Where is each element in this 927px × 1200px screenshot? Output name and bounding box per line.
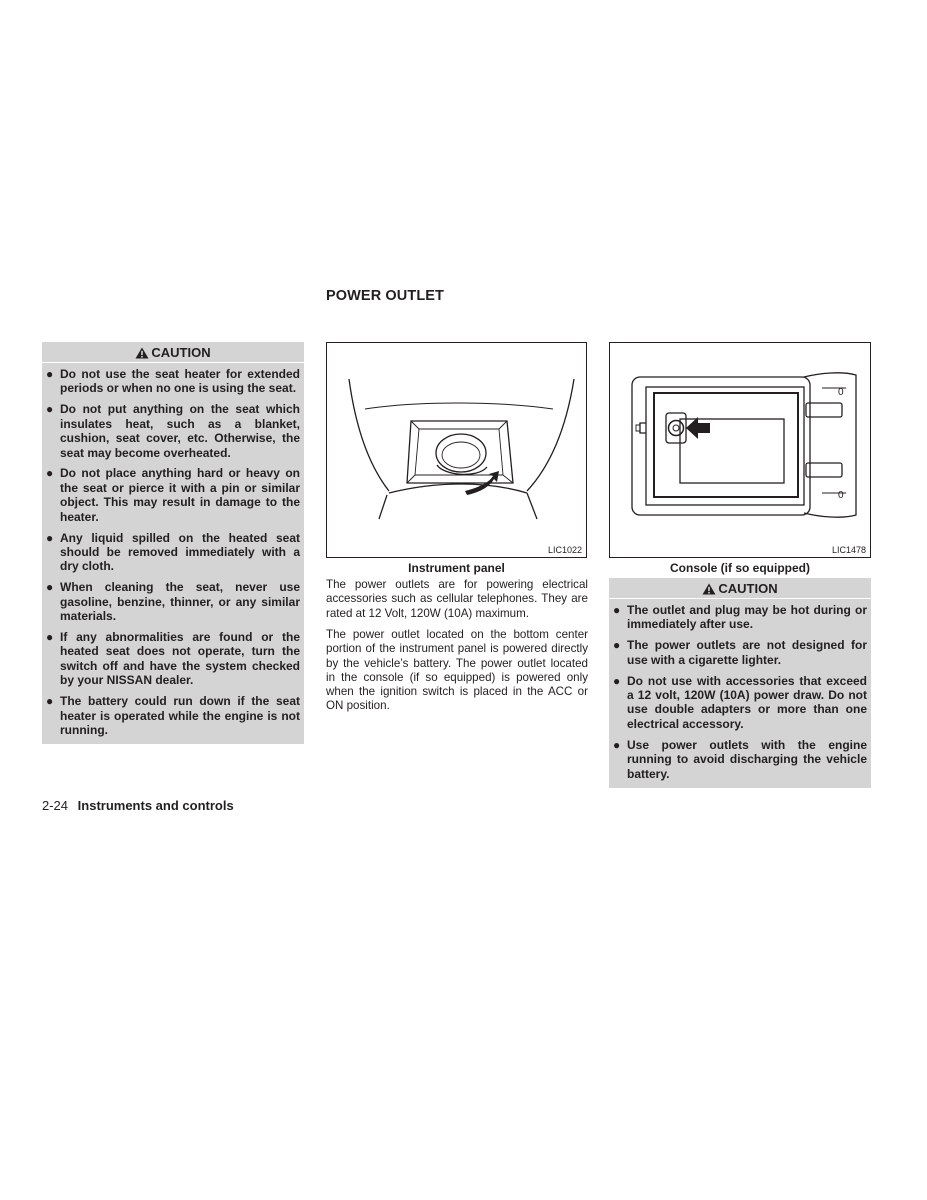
caution-heading (609, 578, 871, 599)
caution-item: ● The outlet and plug may be hot during or immediately after use. (613, 603, 867, 632)
bullet-icon: ● (46, 694, 54, 709)
bullet-icon: ● (46, 630, 54, 644)
caution-item: ● If any abnormalities are found or the heated seat does not operate, turn the switch off and have the system checked by your NISSAN dealer. (46, 630, 300, 688)
bullet-icon: ● (613, 603, 621, 617)
warning-triangle-icon (702, 583, 716, 595)
caution-item: ● The battery could run down if the seat heater is operated while the engine is not running. (46, 694, 300, 737)
caution-box-seat-heater (42, 342, 304, 744)
caution-item: ● Use power outlets with the engine running to avoid discharging the vehicle battery. (613, 737, 867, 781)
figure-code: LIC1478 (831, 545, 866, 555)
warning-triangle-icon (135, 347, 149, 359)
caution-item: ● Do not place anything hard or heavy on the seat or pierce it with a pin or similar object. This may result in damage to the heater. (46, 466, 300, 524)
switch-mark-icon: 0 (838, 490, 844, 501)
caution-list (609, 599, 871, 781)
footer-section-title: Instruments and controls (77, 798, 234, 813)
caution-heading-text: CAUTION (718, 581, 778, 596)
switch-mark-icon: 0 (838, 387, 844, 398)
bullet-icon: ● (613, 638, 621, 653)
caution-item: ● Any liquid spilled on the heated seat should be removed immediately with a dry cloth. (46, 530, 300, 574)
caution-item: ● The power outlets are not designed for use with a cigarette lighter. (613, 638, 867, 667)
bullet-icon: ● (46, 530, 54, 545)
caution-item: ● When cleaning the seat, never use gasoline, benzine, thinner, or any similar materials. (46, 580, 300, 624)
figure-code: LIC1022 (547, 545, 582, 555)
page-footer (42, 798, 234, 813)
caution-box-power-outlet (609, 578, 871, 788)
section-title: POWER OUTLET (326, 288, 444, 304)
console-illustration (610, 343, 870, 557)
body-paragraph: The power outlets are for powering electrical accessories such as cellular telephones. They are rated at 12 Volt, 120W (10A) maximum. (326, 578, 588, 620)
figure-instrument-panel (326, 342, 587, 558)
figure-console (609, 342, 871, 558)
caution-heading (42, 342, 304, 363)
figure-caption-instrument-panel: Instrument panel (408, 561, 505, 575)
figure-caption-console: Console (if so equipped) (670, 561, 810, 575)
bullet-icon: ● (613, 737, 621, 752)
bullet-icon: ● (46, 367, 54, 381)
bullet-icon: ● (46, 402, 54, 417)
bullet-icon: ● (46, 466, 54, 481)
instrument-panel-illustration (327, 343, 586, 557)
bullet-icon: ● (613, 673, 621, 688)
caution-item: ● Do not put anything on the seat which insulates heat, such as a blanket, cushion, seat cover, etc. Otherwise, the seat may become overheated. (46, 402, 300, 460)
caution-item: ● Do not use with accessories that exceed a 12 volt, 120W (10A) power draw. Do not use double adapters or more than one electrical accessory. (613, 673, 867, 731)
body-paragraph: The power outlet located on the bottom center portion of the instrument panel is powered directly by the vehicle’s battery. The power outlet located in the console (if so equipped) is powered only when the ignition switch is placed in the ACC or ON position. (326, 628, 588, 713)
caution-list (42, 363, 304, 737)
caution-heading-text: CAUTION (151, 345, 211, 360)
bullet-icon: ● (46, 580, 54, 595)
page-number: 2-24 (42, 798, 69, 813)
caution-item: ● Do not use the seat heater for extended periods or when no one is using the seat. (46, 367, 300, 396)
